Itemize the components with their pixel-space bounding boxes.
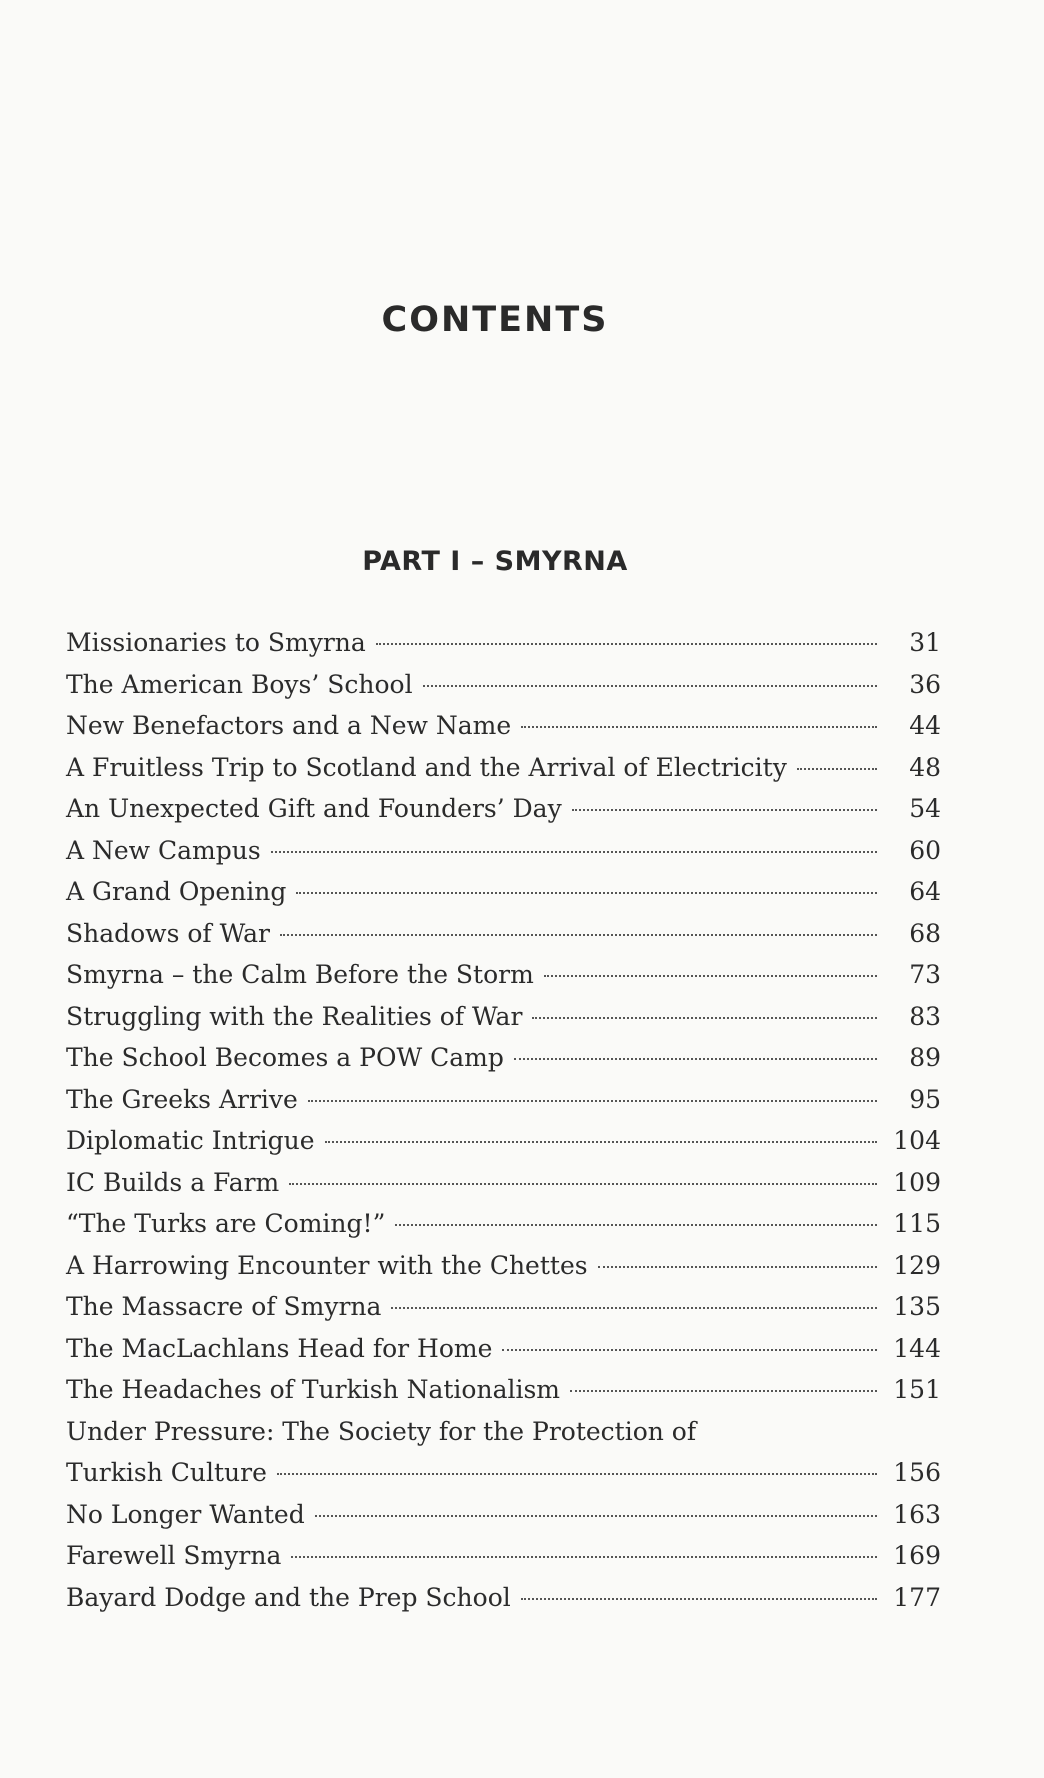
toc-entry-page: 83 (909, 1001, 941, 1031)
toc-entry-title: Missionaries to Smyrna (66, 628, 366, 657)
toc-entry (66, 877, 941, 919)
toc-entry-page: 115 (893, 1209, 941, 1238)
toc-entry-page: 60 (909, 835, 941, 865)
toc-entry (66, 1458, 941, 1500)
toc-entry-page: 135 (893, 1292, 941, 1321)
toc-entry (66, 1002, 941, 1044)
toc-entry-title: The Massacre of Smyrna (66, 1292, 382, 1321)
toc-entry (66, 753, 941, 795)
dot-leader (521, 1598, 877, 1600)
toc-entry (66, 960, 941, 1002)
toc-entry (66, 1375, 941, 1417)
toc-entry-page: 36 (909, 669, 941, 699)
toc-entry (66, 1251, 941, 1293)
toc-entry-page: 68 (909, 918, 941, 948)
dot-leader (797, 768, 877, 770)
toc-entry-title: A Harrowing Encounter with the Chettes (66, 1250, 588, 1280)
toc-entry (66, 1500, 941, 1542)
toc-entry-title: An Unexpected Gift and Founders’ Day (66, 794, 562, 823)
dot-leader (291, 1556, 877, 1558)
dot-leader (570, 1390, 877, 1392)
dot-leader (308, 1100, 877, 1102)
toc-entry-page: 31 (909, 628, 941, 657)
toc-entry-title: “The Turks are Coming!” (66, 1209, 386, 1238)
toc-entry-page: 109 (893, 1167, 941, 1197)
dot-leader (376, 643, 877, 645)
toc-entry-title: The Headaches of Turkish Nationalism (66, 1375, 561, 1404)
toc-entry-page: 95 (909, 1084, 941, 1114)
toc-entry-title: Shadows of War (66, 918, 270, 948)
toc-entry-page: 163 (893, 1499, 941, 1529)
toc-entry-title: IC Builds a Farm (66, 1167, 280, 1197)
dot-leader (289, 1183, 877, 1185)
toc-entry-title: Smyrna – the Calm Before the Storm (66, 960, 534, 989)
dot-leader (315, 1515, 877, 1517)
toc-entry (66, 1126, 941, 1168)
dot-leader (296, 892, 877, 894)
toc-entry-title: A New Campus (66, 835, 261, 865)
toc-entry (66, 794, 941, 836)
dot-leader (325, 1141, 877, 1143)
dot-leader (280, 934, 877, 936)
page-title: CONTENTS (381, 300, 609, 340)
toc-entry-page: 44 (909, 711, 941, 740)
dot-leader (277, 1473, 877, 1475)
toc-entry-page: 73 (909, 960, 941, 989)
toc-entry (66, 628, 941, 670)
toc-entry (66, 1209, 941, 1251)
table-of-contents (66, 628, 941, 1624)
toc-entry-title: Turkish Culture (66, 1458, 267, 1487)
toc-entry-page: 151 (893, 1375, 941, 1404)
toc-entry-page: 177 (893, 1582, 941, 1612)
dot-leader (544, 975, 877, 977)
toc-entry-page: 169 (893, 1541, 941, 1570)
toc-entry-title: The Greeks Arrive (66, 1084, 298, 1114)
toc-entry-page: 129 (893, 1250, 941, 1280)
toc-entry (66, 1085, 941, 1127)
toc-entry-page: 54 (909, 794, 941, 823)
toc-entry (66, 1541, 941, 1583)
toc-entry-title: The American Boys’ School (66, 669, 413, 699)
dot-leader (532, 1017, 877, 1019)
toc-entry (66, 1583, 941, 1625)
dot-leader (271, 851, 877, 853)
toc-entry-title: The School Becomes a POW Camp (66, 1043, 504, 1072)
toc-entry-title: No Longer Wanted (66, 1499, 305, 1529)
toc-entry (66, 1417, 941, 1459)
dot-leader (395, 1224, 877, 1226)
dot-leader (572, 809, 877, 811)
toc-entry (66, 1043, 941, 1085)
toc-entry (66, 1292, 941, 1334)
dot-leader (502, 1349, 877, 1351)
dot-leader (521, 726, 877, 728)
toc-entry-page: 64 (909, 877, 941, 906)
toc-entry-title: Struggling with the Realities of War (66, 1001, 523, 1031)
toc-entry-title: Bayard Dodge and the Prep School (66, 1582, 511, 1612)
toc-entry-page: 104 (893, 1126, 941, 1155)
dot-leader (514, 1058, 877, 1060)
toc-entry (66, 1334, 941, 1376)
toc-entry-page: 48 (909, 752, 941, 782)
toc-entry-title: Diplomatic Intrigue (66, 1126, 315, 1155)
toc-entry (66, 836, 941, 878)
part-heading: PART I – SMYRNA (362, 546, 628, 577)
toc-entry-title: New Benefactors and a New Name (66, 711, 512, 740)
toc-entry-title: A Grand Opening (66, 877, 287, 906)
dot-leader (391, 1307, 877, 1309)
toc-entry (66, 670, 941, 712)
toc-entry (66, 919, 941, 961)
toc-entry-title: Farewell Smyrna (66, 1541, 282, 1570)
toc-entry (66, 711, 941, 753)
toc-entry-page: 156 (893, 1458, 941, 1487)
toc-entry-page: 144 (893, 1333, 941, 1363)
toc-entry-page: 89 (909, 1043, 941, 1072)
toc-entry-title: The MacLachlans Head for Home (66, 1333, 493, 1363)
toc-entry-title: Under Pressure: The Society for the Protection of (66, 1416, 697, 1446)
dot-leader (598, 1266, 877, 1268)
dot-leader (423, 685, 877, 687)
toc-entry (66, 1168, 941, 1210)
toc-entry-title: A Fruitless Trip to Scotland and the Arrival of Electricity (66, 752, 787, 782)
